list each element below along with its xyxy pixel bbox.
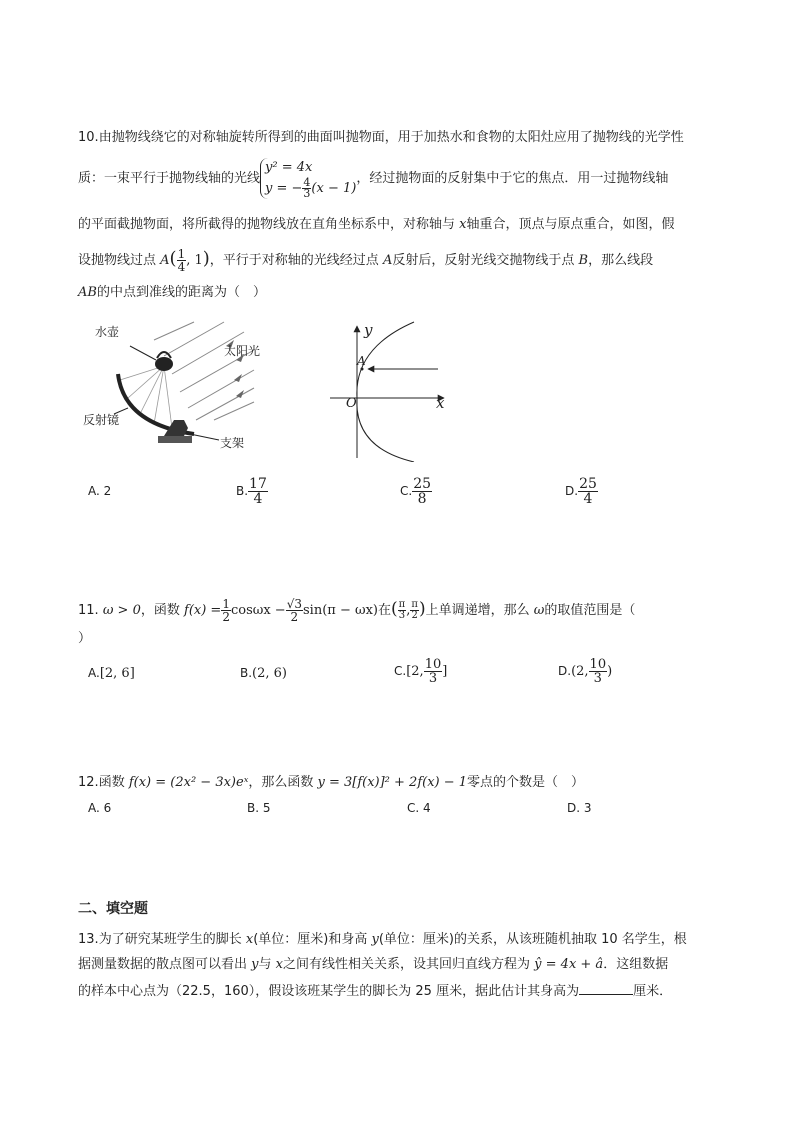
q10-option-d-frac (578, 477, 598, 506)
q10-text-1: 由抛物线绕它的对称轴旋转所得到的曲面叫抛物面，用于加热水和食物的太阳灶应用了抛物线的光学性 (98, 130, 684, 145)
q11-half-den: 2 (222, 610, 230, 624)
q10-number: 10. (78, 130, 99, 145)
q10-option-d-den: 4 (583, 491, 593, 507)
q10-eq2-den: 3 (303, 187, 311, 200)
q13-text-1c: (单位：厘米)的关系，从该班随机抽取 10 名学生，根 (378, 932, 687, 947)
q12-f: f(x) = (2x² − 3x)eˣ (128, 775, 249, 790)
q10-text-4d: ，那么线段 (588, 253, 654, 268)
section-heading: 二、填空题 (78, 901, 148, 917)
q11-f-cos: cosωx − (230, 603, 286, 618)
q11-option-d-den: 3 (593, 671, 602, 686)
point-a-label: A (357, 354, 366, 368)
q11-option-c-den: 3 (428, 671, 438, 686)
q11-option-d-num: 10 (589, 657, 607, 672)
q11-int-comma: , (406, 603, 411, 618)
axis-x-label: x (436, 394, 445, 412)
q11-option-c-right: ] (442, 664, 448, 679)
q10-paren-r: ) (202, 248, 210, 269)
q11-text-5: ） (78, 631, 92, 646)
q11-option-a[interactable] (88, 666, 135, 681)
q10-option-c-num: 25 (413, 476, 432, 492)
q13-text-1b: (单位：厘米)和身高 (253, 932, 368, 947)
q11-option-d[interactable] (558, 658, 612, 685)
q10-option-b-den: 4 (253, 491, 263, 507)
q10-segment-ab: AB (78, 285, 97, 300)
q12-option-d[interactable]: D. 3 (567, 801, 592, 815)
q12-number: 12. (78, 775, 99, 790)
q10-eq2 (265, 178, 356, 199)
q10-option-c-label: C. (400, 484, 413, 498)
q13-text-2a: 据测量数据的散点图可以看出 (78, 957, 248, 972)
q13-line1 (78, 929, 718, 951)
axis-y-label: y (364, 321, 373, 339)
q11-text-4: 的取值范围是（ (544, 603, 636, 618)
q10-text-4a: 设抛物线过点 (78, 253, 157, 268)
q13-text-3b: 厘米． (633, 984, 673, 999)
q11-root-num: √3 (286, 597, 302, 611)
q13-x-var: x (245, 932, 254, 947)
q11-option-d-left: (2, (571, 664, 589, 679)
q10-text-3a: 的平面截抛物面，将所截得的抛物线放在直角坐标系中，对称轴与 (78, 217, 456, 232)
q10-text-4c: 反射后，反射光线交抛物线于点 (392, 253, 575, 268)
q10-text-2b: ，经过抛物面的反射集中于它的焦点．用一过抛物线轴 (356, 171, 669, 186)
q10-text-4b: ，平行于对称轴的光线经过点 (209, 253, 379, 268)
q10-point-b: B (578, 253, 589, 268)
q10-point-a-num: 1 (177, 247, 186, 261)
q10-point-a: A (160, 253, 170, 268)
q11-line1 (78, 592, 718, 628)
q13-y-var-2: y (251, 957, 259, 972)
q11-half-frac (221, 598, 231, 623)
parabola-figure (326, 318, 450, 462)
q13-text-2b: 与 (258, 957, 272, 972)
q11-option-c-num: 10 (424, 657, 442, 672)
q13-answer-blank[interactable] (579, 980, 633, 995)
q10-line4 (78, 244, 718, 276)
q10-option-b-num: 17 (249, 476, 267, 492)
q10-option-b[interactable] (236, 477, 268, 506)
q11-int-right (410, 600, 419, 621)
label-kettle: 水壶 (95, 325, 120, 339)
q11-option-a-value: [2, 6] (99, 666, 135, 681)
q10-option-c[interactable] (400, 477, 432, 506)
q11-option-d-frac (589, 658, 608, 685)
q10-text-3b: 轴重合，顶点与原点重合，如图，假 (466, 217, 675, 232)
q10-eq2-num: 4 (303, 176, 311, 189)
q10-point-a-y: , 1 (186, 253, 203, 268)
q10-option-c-frac (412, 477, 432, 506)
q11-int-right-num: π (411, 599, 418, 610)
q10-line3 (78, 214, 718, 236)
q10-eq1: y² = 4x (265, 160, 313, 175)
q11-option-d-right: ) (607, 664, 613, 679)
q12-option-b[interactable]: B. 5 (247, 801, 271, 815)
q10-option-c-den: 8 (417, 491, 427, 507)
q11-root-den: 2 (290, 610, 299, 624)
q10-option-a[interactable]: A. 2 (88, 484, 112, 498)
q11-int-paren-l: ( (391, 599, 398, 619)
q11-option-d-label: D. (558, 664, 572, 678)
q11-line2 (78, 628, 718, 650)
q12-g: y = 3[f(x)]² + 2f(x) − 1 (317, 775, 468, 790)
q10-eq2-lhs: y = − (265, 181, 303, 196)
q10-option-b-frac (248, 477, 268, 506)
q11-number: 11. (78, 603, 99, 618)
q11-f-sin: sin(π − ωx) (303, 603, 378, 618)
q10-eq2-rhs: (x − 1) (311, 181, 357, 196)
q13-text-2c: 之间有线性相关关系，设其回归直线方程为 (283, 957, 531, 972)
q10-text-5b: 的中点到准线的距离为（ ） (96, 285, 266, 300)
q10-option-b-label: B. (236, 484, 249, 498)
q12-text-3: 零点的个数是（ ） (467, 775, 585, 790)
q11-option-c-label: C. (394, 664, 407, 678)
q11-root-frac (286, 598, 303, 623)
label-stand: 支架 (220, 436, 245, 450)
q12-option-c[interactable]: C. 4 (407, 801, 431, 815)
q10-point-a-den: 4 (177, 260, 186, 274)
q10-point-a-frac (177, 248, 187, 273)
q10-option-d-num: 25 (579, 476, 597, 492)
q11-int-right-den: 2 (411, 610, 418, 621)
q11-f-lhs: f(x) = (184, 603, 222, 618)
q10-text-2a: 质：一束平行于抛物线轴的光线 (78, 171, 261, 186)
q11-omega: ω (533, 603, 545, 618)
q10-paren-l: ( (169, 248, 177, 269)
q13-text-3a: 的样本中心点为（22.5，160），假设该班某学生的脚长为 25 厘米，据此估计其身高为 (78, 984, 580, 999)
q11-condition: ω > 0 (102, 603, 141, 618)
q10-equation-system (260, 158, 356, 199)
q11-int-left-num: π (398, 599, 406, 610)
q10-line2 (78, 156, 718, 202)
q11-text-3: 上单调递增，那么 (425, 603, 530, 618)
q11-int-left-den: 3 (398, 610, 406, 621)
q10-line5 (78, 282, 718, 304)
q13-y-var: y (371, 932, 379, 947)
q11-option-b[interactable] (240, 666, 287, 681)
origin-label: O (346, 396, 357, 411)
q10-point-a-2: A (382, 253, 393, 268)
q13-line2 (78, 954, 718, 976)
q13-number: 13. (78, 932, 99, 947)
q11-text-2: 在 (377, 603, 391, 618)
q11-option-a-label: A. (88, 666, 100, 680)
q10-x-var: x (459, 217, 467, 232)
q12-text-2: ，那么函数 (248, 775, 314, 790)
q11-option-b-value: (2, 6) (252, 666, 287, 681)
q10-option-d[interactable] (565, 477, 598, 506)
q10-line1 (78, 127, 718, 149)
q11-int-left (398, 600, 407, 621)
label-sunlight: 太阳光 (224, 344, 261, 358)
q13-x-var-2: x (275, 957, 284, 972)
q11-int-paren-r: ) (418, 599, 426, 619)
q13-text-1a: 为了研究某班学生的脚长 (98, 932, 242, 947)
label-mirror: 反射镜 (83, 413, 120, 427)
q13-text-2d: ．这组数据 (603, 957, 669, 972)
q13-regression-eq: ŷ = 4x + â (534, 957, 604, 972)
q12-option-a[interactable]: A. 6 (88, 801, 112, 815)
q11-half-num: 1 (222, 597, 230, 611)
q10-option-d-label: D. (565, 484, 579, 498)
q12-text-1: 函数 (98, 775, 125, 790)
q11-option-c[interactable] (394, 658, 447, 685)
q12-line1 (78, 772, 718, 794)
q11-option-b-label: B. (240, 666, 253, 680)
q11-option-c-frac (424, 658, 443, 685)
q11-option-c-left: [2, (406, 664, 424, 679)
q11-text-1: ，函数 (140, 603, 180, 618)
q13-line3 (78, 980, 718, 1003)
